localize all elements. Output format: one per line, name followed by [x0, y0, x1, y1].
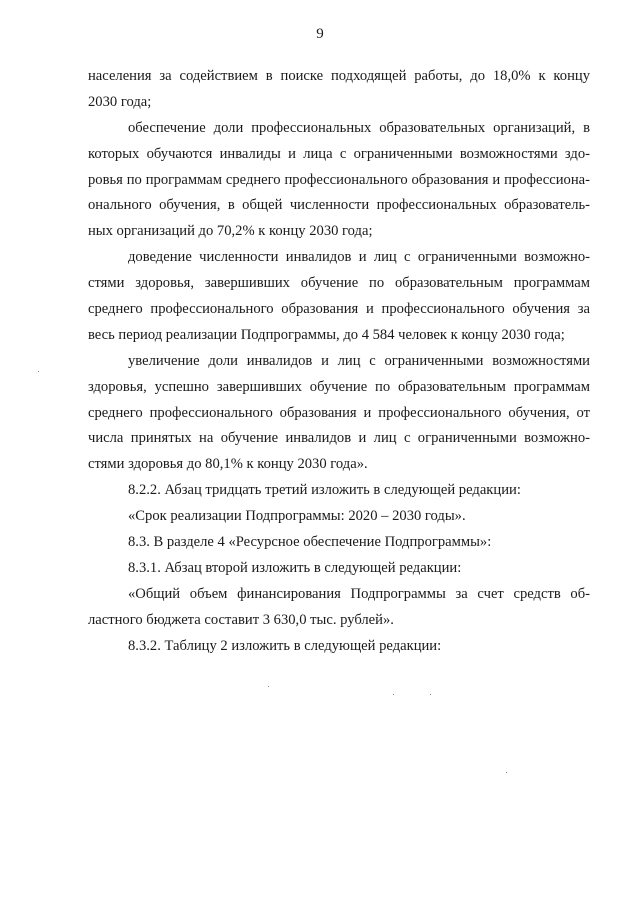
text-line: населения за содействием в поиске подходящей работы, до 18,0% к концу	[88, 68, 590, 84]
paragraph	[88, 556, 590, 582]
text-line: здоровья, успешно завершивших обучение по образовательным программам	[88, 378, 590, 395]
paragraph	[88, 116, 590, 245]
paragraph	[88, 634, 590, 660]
text-line: 8.3. В разделе 4 «Ресурсное обеспечение Подпрограммы»:	[128, 534, 492, 551]
text-line: доведение численности инвалидов и лиц с ограниченными возможно-	[128, 249, 590, 266]
scan-speck	[268, 686, 269, 687]
text-line: среднего профессионального образования и профессионального обучения за	[88, 301, 590, 318]
text-line: числа принятых на обучение инвалидов и лиц с ограниченными возможно-	[88, 430, 590, 447]
text-line: стями здоровья до 80,1% к концу 2030 года».	[88, 456, 368, 473]
text-line: онального обучения, в общей численности профессиональных образователь-	[88, 197, 590, 214]
scan-speck	[430, 694, 431, 695]
page-number: 9	[316, 26, 324, 42]
text-line: обеспечение доли профессиональных образовательных организаций, в	[128, 119, 590, 136]
text-line: стями здоровья, завершивших обучение по образовательным программам	[88, 275, 590, 292]
text-line: среднего профессионального образования и профессионального обучения, от	[88, 404, 590, 421]
paragraph	[88, 64, 590, 116]
text-line: которых обучаются инвалиды и лица с ограниченными возможностями здо-	[88, 145, 590, 162]
text-line: 8.3.1. Абзац второй изложить в следующей редакции:	[128, 559, 462, 576]
text-line: ровья по программам среднего профессионального образования и профессиона-	[88, 171, 590, 188]
text-line: 8.3.2. Таблицу 2 изложить в следующей редакции:	[128, 637, 442, 654]
scan-speck	[393, 694, 394, 695]
paragraph	[88, 530, 590, 556]
text-line: весь период реализации Подпрограммы, до 4 584 человек к концу 2030 года;	[88, 326, 565, 343]
scan-speck	[38, 371, 39, 372]
paragraph	[88, 504, 590, 530]
text-line: ластного бюджета составит 3 630,0 тыс. рублей».	[88, 611, 394, 628]
scan-speck	[506, 772, 507, 773]
paragraph	[88, 245, 590, 349]
text-line: «Общий объем финансирования Подпрограммы за счет средств об-	[128, 585, 590, 602]
paragraph	[88, 349, 590, 478]
text-line: «Срок реализации Подпрограммы: 2020 – 2030 годы».	[128, 508, 466, 525]
text-line: увеличение доли инвалидов и лиц с ограниченными возможностями	[128, 352, 590, 369]
document-body	[88, 64, 590, 659]
text-line: ных организаций до 70,2% к концу 2030 года;	[88, 223, 373, 240]
text-line: 8.2.2. Абзац тридцать третий изложить в следующей редакции:	[128, 482, 521, 499]
text-line: 2030 года;	[88, 93, 152, 110]
paragraph	[88, 478, 590, 504]
paragraph	[88, 582, 590, 634]
